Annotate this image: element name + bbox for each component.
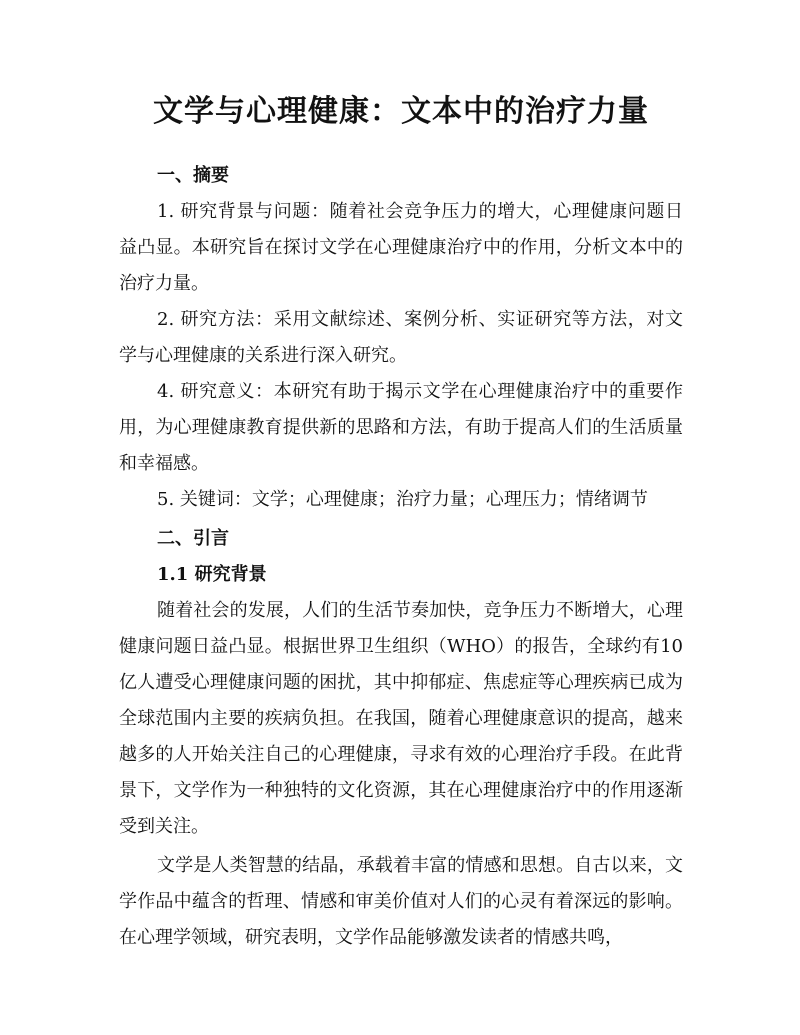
introduction-paragraph: 文学是人类智慧的结晶，承载着丰富的情感和思想。自古以来，文学作品中蕴含的哲理、情感和审美价值对人们的心灵有着深远的影响。在心理学领域，研究表明，文学作品能够激发读者的情感共鸣， bbox=[119, 855, 683, 948]
section-heading-abstract: 一、摘要 bbox=[157, 165, 229, 186]
document-title: 文学与心理健康：文本中的治疗力量 bbox=[153, 94, 649, 129]
abstract-keywords: 5. 关键词：文学；心理健康；治疗力量；心理压力；情绪调节 bbox=[157, 489, 648, 510]
abstract-background: 1. 研究背景与问题：随着社会竞争压力的增大，心理健康问题日益凸显。本研究旨在探讨文学在心理健康治疗中的作用，分析文本中的治疗力量。 bbox=[119, 201, 683, 294]
subheading-research-background: 1.1 研究背景 bbox=[157, 564, 267, 585]
document-page bbox=[119, 92, 683, 956]
abstract-methods: 2. 研究方法：采用文献综述、案例分析、实证研究等方法，对文学与心理健康的关系进行深入研究。 bbox=[119, 309, 683, 366]
introduction-paragraph: 随着社会的发展，人们的生活节奏加快，竞争压力不断增大，心理健康问题日益凸显。根据世界卫生组织（WHO）的报告，全球约有10亿人遭受心理健康问题的困扰，其中抑郁症、焦虑症等心理疾病已成为全球范围内主要的疾病负担。在我国，随着心理健康意识的提高，越来越多的人开始关注自己的心理健康，寻求有效的心理治疗手段。在此背景下，文学作为一种独特的文化资源，其在心理健康治疗中的作用逐渐受到关注。 bbox=[119, 600, 683, 837]
section-heading-introduction: 二、引言 bbox=[157, 528, 229, 549]
abstract-significance: 4. 研究意义：本研究有助于揭示文学在心理健康治疗中的重要作用，为心理健康教育提供新的思路和方法，有助于提高人们的生活质量和幸福感。 bbox=[119, 381, 683, 474]
